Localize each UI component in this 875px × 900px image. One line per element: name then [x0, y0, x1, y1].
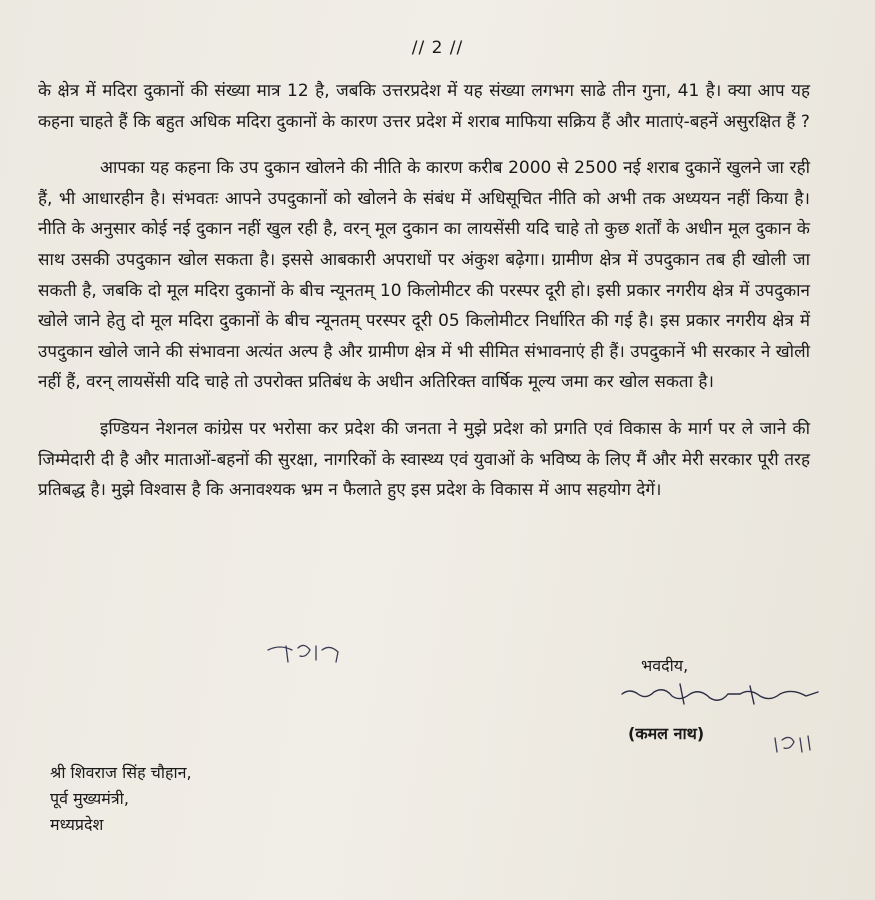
page-number: // 2 //: [411, 38, 464, 58]
signature: [620, 680, 820, 710]
sender-name: (कमल नाथ): [628, 724, 705, 743]
paragraph-3: इण्डियन नेशनल कांग्रेस पर भरोसा कर प्रदेश की जनता ने मुझे प्रदेश को प्रगति एवं विकास के मार्ग पर ले जाने की जिम्मेदारी दी है और माताओं-बहनों की सुरक्षा, नागरिकों के स्वास्थ्य एवं युवाओं के भविष्य के लिए मैं और मेरी सरकार पूरी तरह प्रतिबद्ध है। मुझे विश्वास है कि अनावश्यक भ्रम न फैलाते हुए इस प्रदेश के विकास में आप सहयोग देगें।: [38, 418, 810, 501]
paragraph-1: के क्षेत्र में मदिरा दुकानों की संख्या मात्र 12 है, जबकि उत्तरप्रदेश में यह संख्या लगभग साढे तीन गुना, 41 है। क्या आप यह कहना चाहते हैं कि बहुत अधिक मदिरा दुकानों के कारण उत्तर प्रदेश में शराब माफिया सक्रिय हैं और माताएं-बहनें असुरक्षित हैं ?: [38, 81, 810, 132]
addressee-line-1: श्री शिवराज सिंह चौहान,: [50, 763, 192, 782]
letter-body: [38, 76, 810, 522]
addressee-line-3: मध्यप्रदेश: [50, 815, 104, 834]
closing-salutation: भवदीय,: [641, 656, 689, 675]
initials-mark: [772, 732, 818, 754]
addressee-line-2: पूर्व मुख्यमंत्री,: [50, 789, 129, 808]
paragraph-2: आपका यह कहना कि उप दुकान खोलने की नीति के कारण करीब 2000 से 2500 नई शराब दुकानें खुलने जा रही हैं, भी आधारहीन है। संभवतः आपने उपदुकानों को खोलने के संबंध में अधिसूचित नीति को अभी तक अध्ययन नहीं किया है। नीति के अनुसार कोई नई दुकान नहीं खुल रही है, वरन् मूल दुकान का लायसेंसी यदि चाहे तो कुछ शर्तों के अधीन मूल दुकान के साथ उसकी उपदुकान खोल सकता है। इससे आबकारी अपराधों पर अंकुश बढ़ेगा। ग्रामीण क्षेत्र में उपदुकान तब ही खोली जा सकती है, जबकि दो मूल मदिरा दुकानों के बीच न्यूनतम् 10 किलोमीटर की परस्पर दूरी हो। इसी प्रकार नगरीय क्षेत्र में उपदुकान खोले जाने हेतु दो मूल मदिरा दुकानों के बीच न्यूनतम् परस्पर दूरी 05 किलोमीटर निर्धारित की गई है। इस प्रकार नगरीय क्षेत्र में उपदुकान खोले जाने की संभावना अत्यंत अल्प है और ग्रामीण क्षेत्र में भी सीमित संभावनाएं ही हैं। उपदुकानें भी सरकार ने खोली नहीं हैं, वरन् लायसेंसी यदि चाहे तो उपरोक्त प्रतिबंध के अधीन अतिरिक्त वार्षिक मूल्य जमा कर खोल सकता है।: [38, 158, 810, 393]
addressee-block: [50, 760, 192, 838]
handwritten-mark: [266, 638, 346, 668]
